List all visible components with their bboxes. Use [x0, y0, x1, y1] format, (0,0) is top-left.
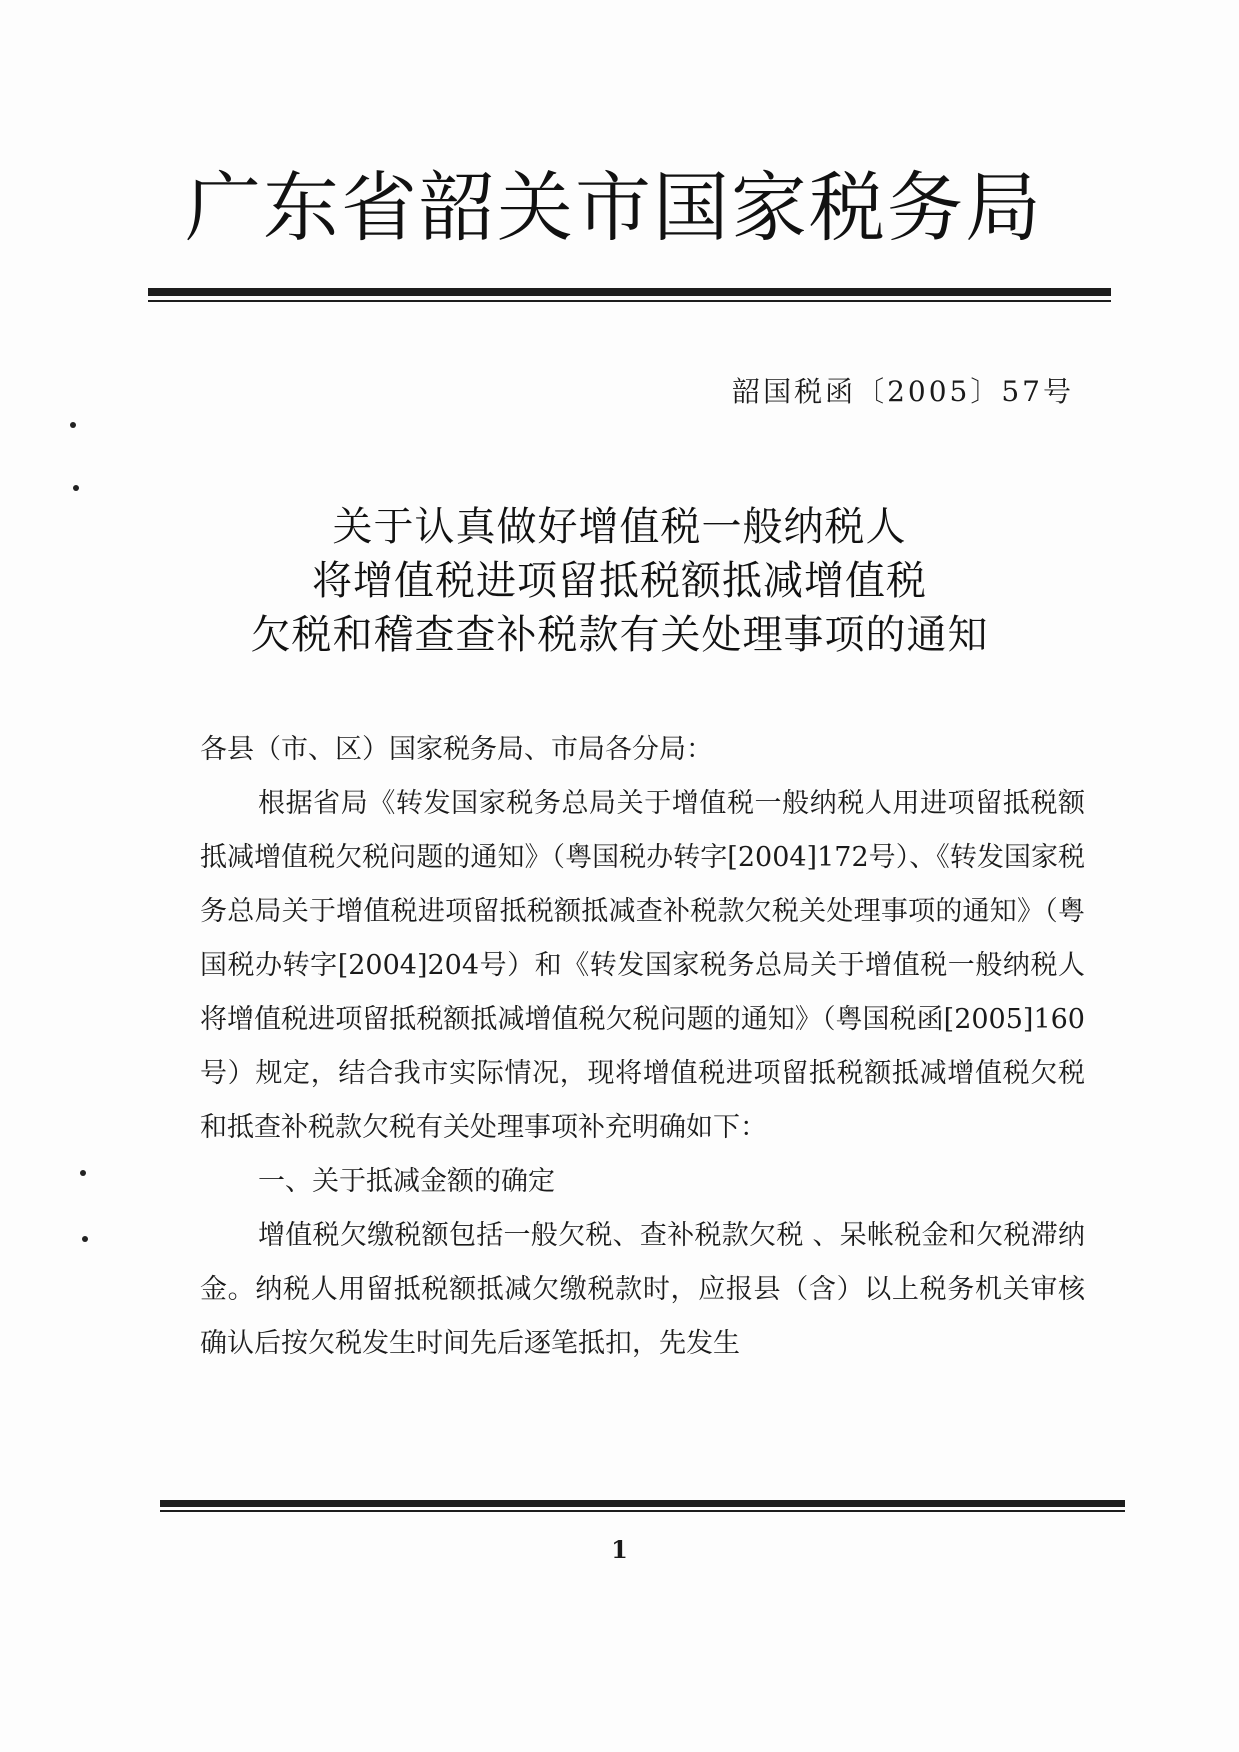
margin-mark: [80, 1170, 86, 1176]
salutation: 各县（市、区）国家税务局、市局各分局：: [200, 734, 713, 765]
document-body: [200, 723, 1085, 1371]
document-number: 韶国税函〔2005〕57号: [732, 375, 1074, 408]
margin-mark: [70, 422, 76, 428]
title-line: 关于认真做好增值税一般纳税人: [332, 504, 907, 550]
page-number: 1: [611, 1535, 628, 1564]
title-line: 将增值税进项留抵税额抵减增值税: [312, 558, 927, 604]
footer-rule-thin: [160, 1510, 1125, 1512]
document-title: [0, 500, 1239, 662]
footer-rule-thick: [160, 1500, 1125, 1507]
title-line: 欠税和稽查查补税款有关处理事项的通知: [250, 612, 989, 658]
header-rule-thin: [148, 300, 1111, 302]
margin-mark: [82, 1236, 88, 1242]
section-heading: 一、关于抵减金额的确定: [258, 1166, 555, 1197]
body-paragraph: 根据省局《转发国家税务总局关于增值税一般纳税人用进项留抵税额抵减增值税欠税问题的通知》（粤国税办转字[2004]172号）、《转发国家税务总局关于增值税进项留抵税额抵减查补税款欠税关处理事项的通知》（粤国税办转字[2004]204号）和《转发国家税务总局关于增值税一般纳税人将增值税进项留抵税额抵减增值税欠税问题的通知》（粤国税函[2005]160号）规定，结合我市实际情况，现将增值税进项留抵税额抵减增值税欠税和抵查补税款欠税有关处理事项补充明确如下：: [200, 788, 1085, 1143]
body-paragraph: 增值税欠缴税额包括一般欠税、查补税款欠税 、呆帐税金和欠税滞纳金。纳税人用留抵税额抵减欠缴税款时，应报县（含）以上税务机关审核确认后按欠税发生时间先后逐笔抵扣，先发生: [200, 1220, 1085, 1359]
margin-mark: [73, 485, 79, 491]
header-rule-thick: [148, 288, 1111, 296]
organization-header: 广东省韶关市国家税务局: [185, 163, 1043, 252]
